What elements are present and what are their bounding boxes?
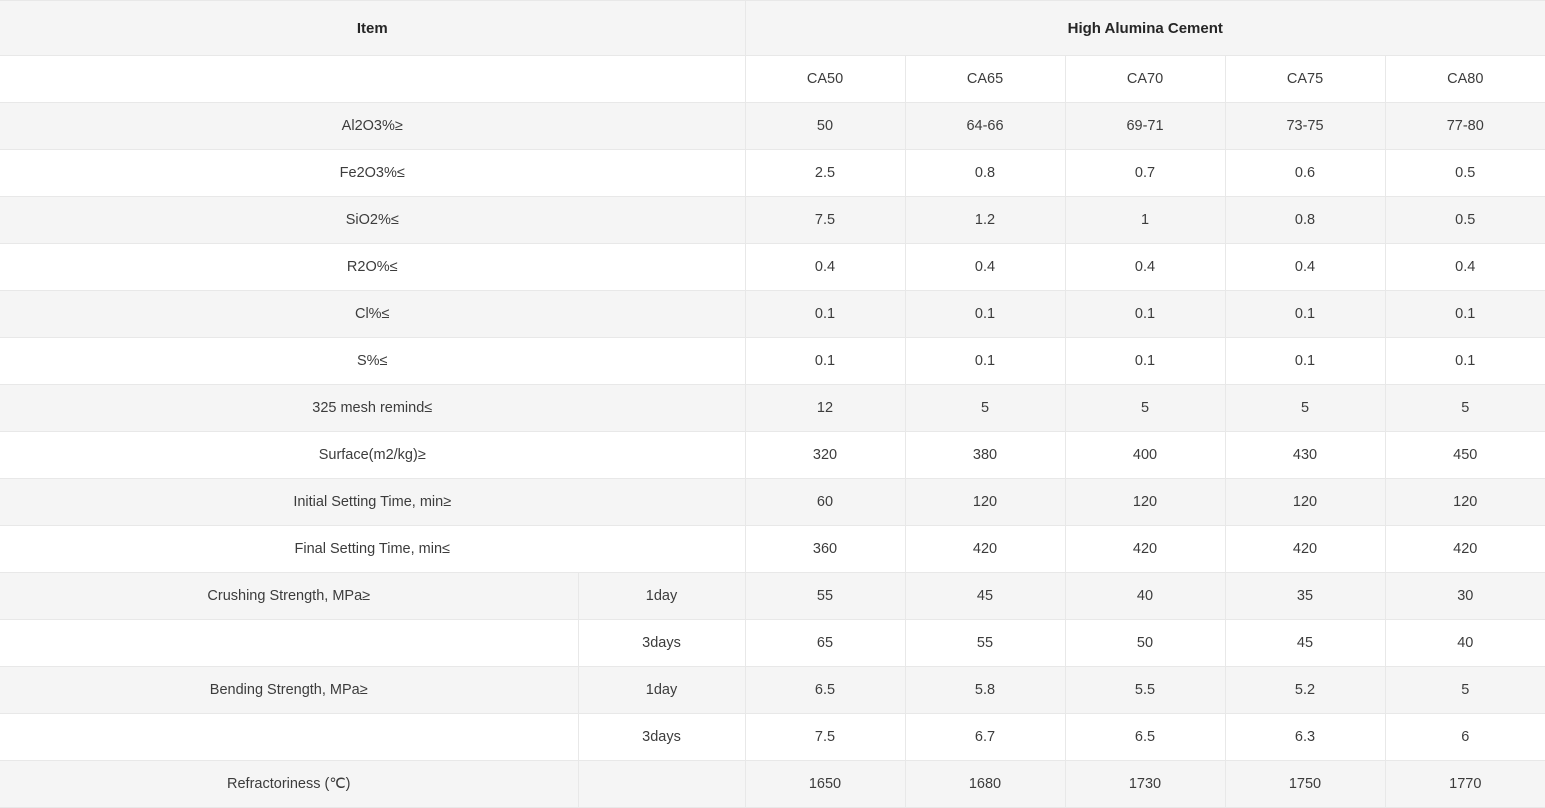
- row-item-label: Surface(m2/kg)≥: [0, 432, 745, 479]
- table-row: [0, 714, 1545, 761]
- row-value-ca50: 60: [745, 479, 905, 526]
- row-value-ca65: 420: [905, 526, 1065, 573]
- table-row: [0, 526, 1545, 573]
- row-item-label: Cl%≤: [0, 291, 745, 338]
- row-value-ca75: 0.1: [1225, 291, 1385, 338]
- row-value-ca75: 420: [1225, 526, 1385, 573]
- row-item-label: Fe2O3%≤: [0, 150, 745, 197]
- row-value-ca70: 0.4: [1065, 244, 1225, 291]
- table-row: [0, 197, 1545, 244]
- row-value-ca65: 45: [905, 573, 1065, 620]
- row-sub-label: 3days: [578, 620, 745, 667]
- row-item-label: Initial Setting Time, min≥: [0, 479, 745, 526]
- row-item-label: S%≤: [0, 338, 745, 385]
- table-row: [0, 573, 1545, 620]
- row-value-ca80: 120: [1385, 479, 1545, 526]
- row-value-ca75: 5: [1225, 385, 1385, 432]
- row-value-ca80: 30: [1385, 573, 1545, 620]
- row-value-ca70: 0.1: [1065, 291, 1225, 338]
- row-value-ca80: 77-80: [1385, 103, 1545, 150]
- row-value-ca65: 0.4: [905, 244, 1065, 291]
- row-value-ca70: 400: [1065, 432, 1225, 479]
- row-value-ca80: 450: [1385, 432, 1545, 479]
- row-item-label: Bending Strength, MPa≥: [0, 667, 578, 714]
- row-value-ca70: 6.5: [1065, 714, 1225, 761]
- row-value-ca70: 0.1: [1065, 338, 1225, 385]
- row-value-ca65: 6.7: [905, 714, 1065, 761]
- row-value-ca50: 0.1: [745, 291, 905, 338]
- row-value-ca50: 12: [745, 385, 905, 432]
- row-value-ca70: 420: [1065, 526, 1225, 573]
- table-row: [0, 432, 1545, 479]
- row-value-ca70: 50: [1065, 620, 1225, 667]
- column-header-ca75: CA75: [1225, 56, 1385, 103]
- row-item-label: SiO2%≤: [0, 197, 745, 244]
- row-value-ca65: 1.2: [905, 197, 1065, 244]
- row-value-ca75: 120: [1225, 479, 1385, 526]
- row-value-ca80: 0.1: [1385, 291, 1545, 338]
- row-value-ca75: 35: [1225, 573, 1385, 620]
- row-value-ca70: 1730: [1065, 761, 1225, 808]
- row-sub-label: 3days: [578, 714, 745, 761]
- row-value-ca75: 1750: [1225, 761, 1385, 808]
- row-value-ca50: 0.4: [745, 244, 905, 291]
- row-value-ca50: 2.5: [745, 150, 905, 197]
- row-value-ca80: 6: [1385, 714, 1545, 761]
- row-item-label: 325 mesh remind≤: [0, 385, 745, 432]
- row-value-ca65: 5: [905, 385, 1065, 432]
- row-value-ca50: 6.5: [745, 667, 905, 714]
- row-sub-label: 1day: [578, 667, 745, 714]
- table-header-row: [0, 1, 1545, 56]
- column-header-ca65: CA65: [905, 56, 1065, 103]
- row-value-ca70: 40: [1065, 573, 1225, 620]
- row-value-ca65: 5.8: [905, 667, 1065, 714]
- column-header-ca50: CA50: [745, 56, 905, 103]
- row-value-ca65: 0.8: [905, 150, 1065, 197]
- table-row: [0, 103, 1545, 150]
- row-value-ca75: 0.6: [1225, 150, 1385, 197]
- table-row: [0, 291, 1545, 338]
- row-value-ca80: 0.5: [1385, 197, 1545, 244]
- row-value-ca50: 65: [745, 620, 905, 667]
- row-value-ca75: 45: [1225, 620, 1385, 667]
- subheader-empty-cell: [0, 56, 745, 103]
- row-sub-label: 1day: [578, 573, 745, 620]
- row-item-label: Al2O3%≥: [0, 103, 745, 150]
- table-row: [0, 244, 1545, 291]
- row-value-ca75: 0.8: [1225, 197, 1385, 244]
- row-value-ca65: 380: [905, 432, 1065, 479]
- row-value-ca50: 320: [745, 432, 905, 479]
- row-value-ca70: 5.5: [1065, 667, 1225, 714]
- table-header: [0, 1, 1545, 103]
- row-value-ca70: 69-71: [1065, 103, 1225, 150]
- table-row: [0, 338, 1545, 385]
- column-header-group: High Alumina Cement: [745, 1, 1545, 56]
- row-value-ca75: 0.1: [1225, 338, 1385, 385]
- table-row: [0, 150, 1545, 197]
- table-body: [0, 103, 1545, 808]
- row-value-ca80: 420: [1385, 526, 1545, 573]
- row-value-ca80: 5: [1385, 385, 1545, 432]
- row-value-ca65: 0.1: [905, 291, 1065, 338]
- row-value-ca50: 55: [745, 573, 905, 620]
- row-value-ca50: 360: [745, 526, 905, 573]
- row-value-ca70: 1: [1065, 197, 1225, 244]
- row-value-ca65: 0.1: [905, 338, 1065, 385]
- row-value-ca50: 7.5: [745, 714, 905, 761]
- row-item-label: R2O%≤: [0, 244, 745, 291]
- row-item-label: [0, 620, 578, 667]
- table-row: [0, 620, 1545, 667]
- row-item-label: Final Setting Time, min≤: [0, 526, 745, 573]
- table-row: [0, 667, 1545, 714]
- row-value-ca50: 7.5: [745, 197, 905, 244]
- row-value-ca50: 1650: [745, 761, 905, 808]
- row-value-ca75: 430: [1225, 432, 1385, 479]
- row-value-ca70: 5: [1065, 385, 1225, 432]
- row-value-ca70: 120: [1065, 479, 1225, 526]
- row-value-ca65: 64-66: [905, 103, 1065, 150]
- row-value-ca70: 0.7: [1065, 150, 1225, 197]
- row-value-ca65: 120: [905, 479, 1065, 526]
- column-header-item: Item: [0, 1, 745, 56]
- row-value-ca65: 1680: [905, 761, 1065, 808]
- row-value-ca80: 0.4: [1385, 244, 1545, 291]
- row-item-label: Crushing Strength, MPa≥: [0, 573, 578, 620]
- table-row: [0, 479, 1545, 526]
- table-row: [0, 761, 1545, 808]
- row-sub-label: [578, 761, 745, 808]
- row-value-ca65: 55: [905, 620, 1065, 667]
- row-item-label: Refractoriness (℃): [0, 761, 578, 808]
- row-value-ca50: 50: [745, 103, 905, 150]
- column-header-ca70: CA70: [1065, 56, 1225, 103]
- row-value-ca80: 1770: [1385, 761, 1545, 808]
- row-value-ca75: 5.2: [1225, 667, 1385, 714]
- column-header-ca80: CA80: [1385, 56, 1545, 103]
- row-item-label: [0, 714, 578, 761]
- row-value-ca75: 6.3: [1225, 714, 1385, 761]
- row-value-ca50: 0.1: [745, 338, 905, 385]
- row-value-ca80: 0.5: [1385, 150, 1545, 197]
- table-row: [0, 385, 1545, 432]
- row-value-ca80: 40: [1385, 620, 1545, 667]
- row-value-ca75: 73-75: [1225, 103, 1385, 150]
- row-value-ca80: 0.1: [1385, 338, 1545, 385]
- table-subheader-row: [0, 56, 1545, 103]
- row-value-ca75: 0.4: [1225, 244, 1385, 291]
- row-value-ca80: 5: [1385, 667, 1545, 714]
